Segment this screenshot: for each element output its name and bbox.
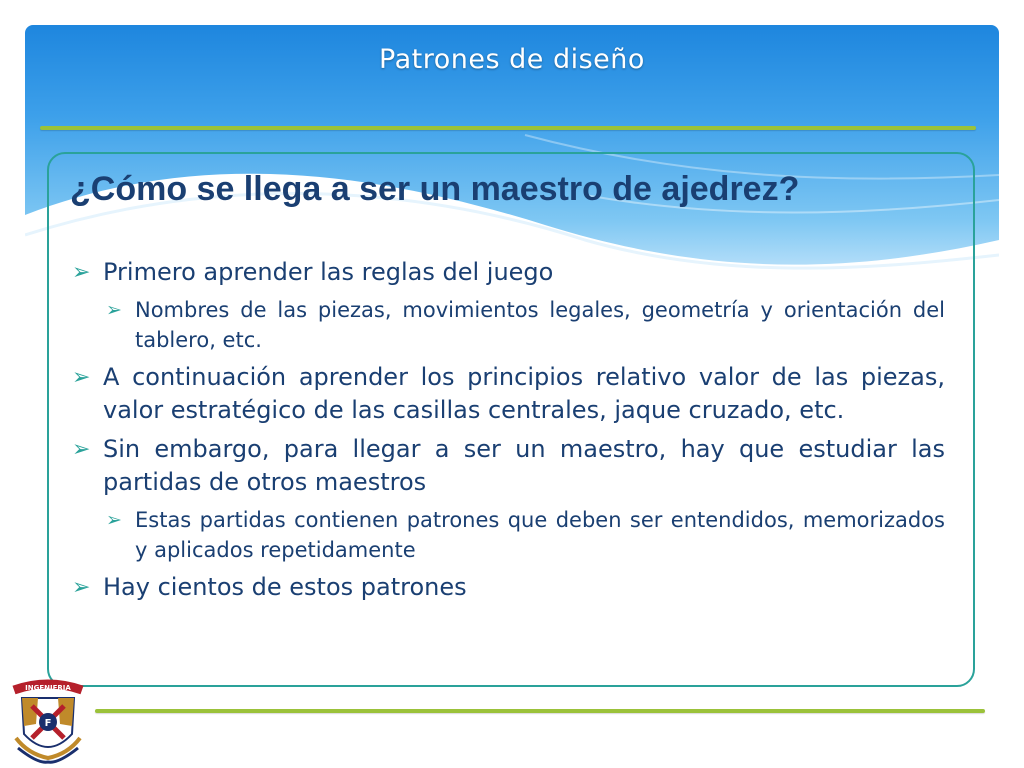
arrow-bullet-icon: ➢	[72, 437, 91, 462]
bullet-text: Nombres de las piezas, movimientos legales, geometría y orientación del tablero, etc.	[135, 298, 945, 352]
svg-text:F: F	[44, 718, 52, 729]
arrow-bullet-icon: ➢	[72, 365, 91, 390]
content-heading: ¿Cómo se llega a ser un maestro de ajedrez?	[70, 170, 800, 208]
bullet-text: A continuación aprender los principios relativo valor de las piezas, valor estratégico de las casillas centrales, jaque cruzado, etc.	[103, 363, 945, 424]
logo-text: INGENIERIA	[25, 684, 71, 692]
arrow-bullet-icon: ➢	[72, 575, 91, 600]
bullet-text: Hay cientos de estos patrones	[103, 573, 467, 601]
bullet-text: Estas partidas contienen patrones que deben ser entendidos, memorizados y aplicados repetidamente	[135, 508, 945, 562]
bullet-text: Sin embargo, para llegar a ser un maestro, hay que estudiar las partidas de otros maestros	[103, 435, 945, 496]
arrow-bullet-icon: ➢	[72, 260, 91, 285]
bottom-divider	[95, 709, 985, 713]
slide-title: Patrones de diseño	[379, 44, 645, 75]
sub-bullet-item	[72, 505, 945, 565]
arrow-bullet-icon: ➢	[106, 509, 122, 531]
bullet-list	[72, 256, 945, 610]
top-divider	[40, 126, 976, 130]
unam-engineering-seal-icon	[8, 676, 88, 766]
bullet-text: Primero aprender las reglas del juego	[103, 258, 554, 286]
bullet-item	[72, 256, 945, 289]
arrow-bullet-icon: ➢	[106, 299, 122, 321]
sub-bullet-item	[72, 295, 945, 355]
bullet-item	[72, 433, 945, 499]
bullet-item	[72, 361, 945, 427]
bullet-item	[72, 571, 945, 604]
